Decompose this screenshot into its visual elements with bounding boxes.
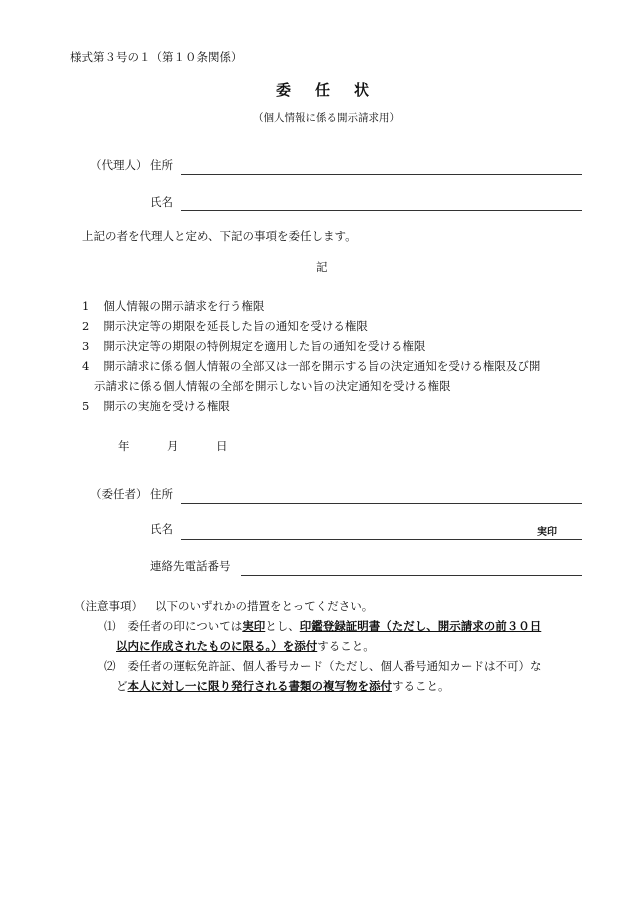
statement: 上記の者を代理人と定め、下記の事項を委任します。 <box>82 229 357 243</box>
list-item: 4 開示請求に係る個人情報の全部又は一部を開示する旨の決定通知を受ける権限及び開 <box>82 359 541 373</box>
principal-label: （委任者） <box>90 487 148 501</box>
agent-address-label: 住所 <box>150 158 173 172</box>
list-item: 3 開示決定等の期限の特例規定を適用した旨の通知を受ける権限 <box>82 339 426 353</box>
principal-address-label: 住所 <box>150 487 173 501</box>
date-day: 日 <box>216 439 228 453</box>
principal-name-label: 氏名 <box>150 522 173 536</box>
form-number: 様式第３号の１（第１０条関係） <box>70 50 243 64</box>
title-char: 任 <box>315 81 331 99</box>
note-1-continuation: 以内に作成されたものに限る。）を添付すること。 <box>116 639 375 653</box>
notes-intro: 以下のいずれかの措置をとってください。 <box>155 599 374 613</box>
title-char: 委 <box>276 81 292 99</box>
title-char: 状 <box>354 81 370 99</box>
notes-heading: （注意事項） <box>74 599 143 613</box>
date-year: 年 <box>118 439 130 453</box>
note-1: ⑴ 委任者の印については実印とし、印鑑登録証明書（ただし、開示請求の前３０日 <box>104 619 542 633</box>
principal-name-field[interactable] <box>181 539 582 540</box>
list-item: 1 個人情報の開示請求を行う権限 <box>82 299 265 313</box>
list-item: 5 開示の実施を受ける権限 <box>82 399 230 413</box>
seal-mark: 実印 <box>537 527 557 538</box>
list-item: 2 開示決定等の期限を延長した旨の通知を受ける権限 <box>82 319 368 333</box>
ki-heading: 記 <box>316 260 328 274</box>
list-item-continuation: 示請求に係る個人情報の全部を開示しない旨の決定通知を受ける権限 <box>94 379 451 393</box>
principal-address-field[interactable] <box>181 503 582 504</box>
agent-name-field[interactable] <box>181 210 582 211</box>
page-title <box>276 79 369 100</box>
date-month: 月 <box>167 439 179 453</box>
note-2-continuation: ど本人に対し一に限り発行される書類の複写物を添付すること。 <box>116 679 450 693</box>
agent-name-label: 氏名 <box>150 195 173 209</box>
page-subtitle: （個人情報に係る開示請求用） <box>253 112 400 124</box>
note-2: ⑵ 委任者の運転免許証、個人番号カード（ただし、個人番号通知カードは不可）な <box>104 659 542 673</box>
phone-label: 連絡先電話番号 <box>150 559 231 573</box>
phone-field[interactable] <box>241 575 582 576</box>
agent-label: （代理人） <box>90 158 148 172</box>
agent-address-field[interactable] <box>181 174 582 175</box>
